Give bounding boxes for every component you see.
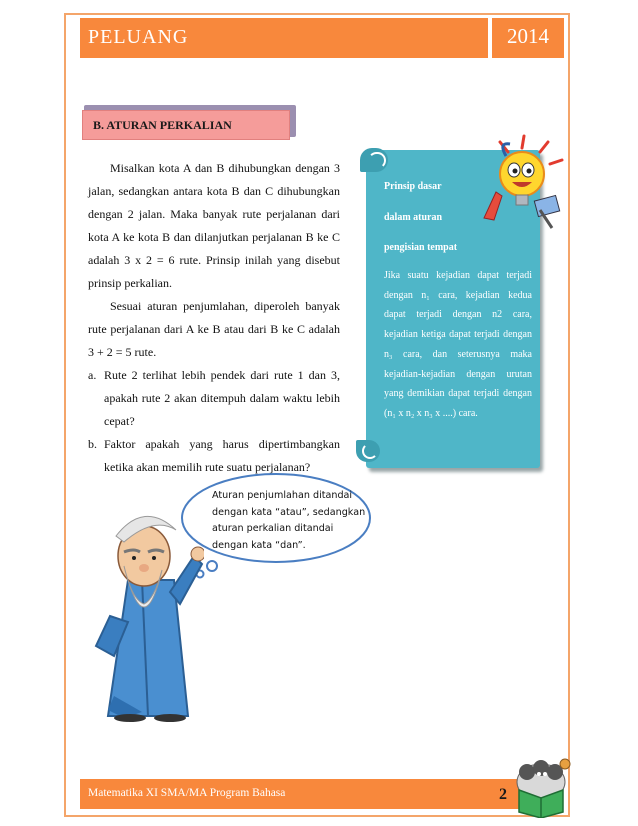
- footer-text: Matematika XI SMA/MA Program Bahasa: [88, 787, 286, 799]
- principle-text: Jika suatu kejadian dapat terjadi dengan n₁ cara, kejadian kedua dapat terjadi dengan n2 cara, kejadian ketiga dapat terjadi dengan n₃ cara, dan seterusnya maka kejadian-kejadian dengan urutan yang demikian dapat terjadi dengan (n₁ x n₂ x n₃ x ....) cara.: [384, 270, 532, 419]
- section-heading: B. ATURAN PERKALIAN: [93, 118, 232, 132]
- reading-sheep-icon: [511, 754, 571, 818]
- paragraph: Misalkan kota A dan B dihubungkan dengan 3 jalan, sedangkan antara kota B dan C dihubungkan dengan 2 jalan. Maka banyak rute perjalanan dari kota A ke kota B dan dilanjutkan perjalanan B ke C adalah 3 x 2 = 6 rute. Prinsip inilah yang disebut prinsip perkalian.: [88, 161, 340, 290]
- footer-bar: [80, 779, 522, 809]
- list-marker: b.: [88, 437, 97, 451]
- section-heading-box: [82, 110, 290, 140]
- scroll-curl-detail: [362, 443, 378, 459]
- paragraph: Sesuai aturan penjumlahan, diperoleh banyak rute perjalanan dari A ke B atau dari B ke C adalah 3 + 2 = 5 rute.: [88, 299, 340, 359]
- principle-title: pengisian tempat: [384, 242, 458, 253]
- scroll-curl-detail: [368, 152, 386, 169]
- page-number: 2: [499, 786, 507, 803]
- body-text: [88, 157, 340, 479]
- principle-title: dalam aturan: [384, 212, 443, 223]
- question-text: Faktor apakah yang harus dipertimbangkan ketika akan memilih rute suatu perjalanan?: [104, 437, 340, 474]
- list-marker: a.: [88, 368, 97, 382]
- header-title: PELUANG: [88, 26, 189, 48]
- lightbulb-mascot-icon: [478, 132, 570, 232]
- question-text: Rute 2 terlihat lebih pendek dari rute 1 dan 3, apakah rute 2 akan ditempuh dalam waktu lebih cepat?: [104, 368, 340, 428]
- header-year-box: [492, 18, 564, 58]
- principle-title: Prinsip dasar: [384, 181, 442, 192]
- header-bar: [80, 18, 488, 58]
- list-item: [88, 364, 340, 433]
- old-sage-character-icon: [84, 496, 204, 722]
- header-year: 2014: [507, 24, 549, 48]
- speech-bubble-text: Aturan penjumlahan ditandai dengan kata “atau”, sedangkan aturan perkalian ditandai dengan kata “dan”.: [212, 490, 366, 551]
